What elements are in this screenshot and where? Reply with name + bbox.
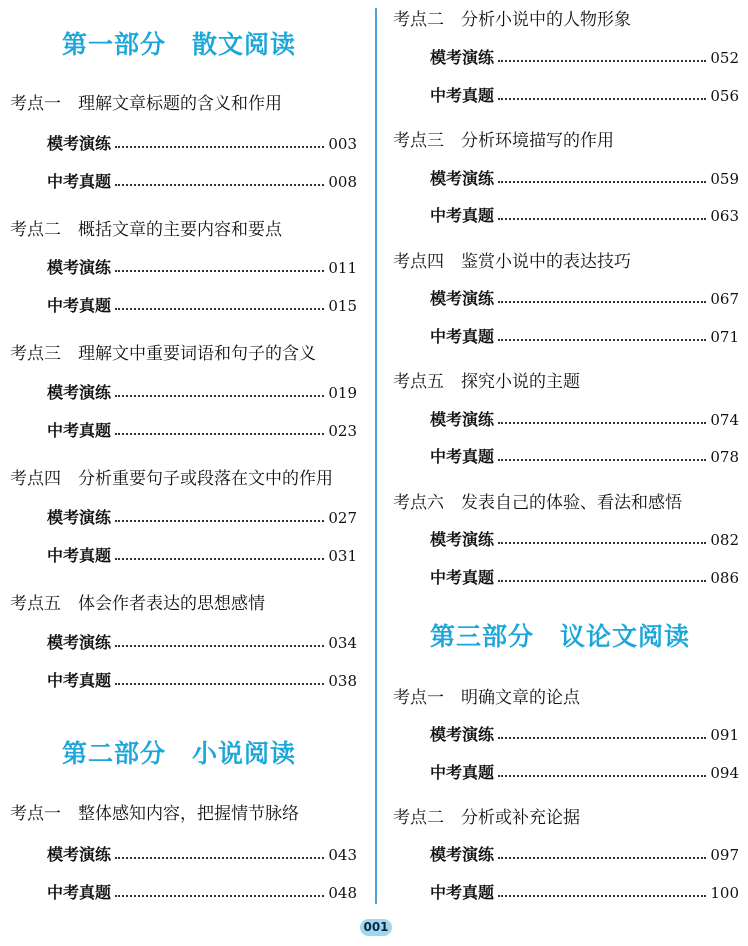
part-title: 第二部分 小说阅读 bbox=[62, 739, 297, 768]
dot-leader bbox=[115, 146, 324, 148]
dot-leader bbox=[115, 270, 324, 272]
dot-leader bbox=[498, 181, 706, 183]
entry-label: 中考真题 bbox=[47, 883, 112, 902]
toc-entry[interactable] bbox=[430, 87, 739, 105]
section-heading: 考点一 整体感知内容，把握情节脉络 bbox=[10, 804, 299, 824]
section-heading: 考点一 理解文章标题的含义和作用 bbox=[10, 94, 282, 114]
entry-label: 中考真题 bbox=[430, 447, 495, 466]
dot-leader bbox=[498, 98, 706, 100]
page-number: 008 bbox=[328, 172, 357, 191]
page-number: 038 bbox=[328, 671, 357, 690]
page-number: 015 bbox=[328, 296, 357, 315]
dot-leader bbox=[498, 301, 706, 303]
page-number: 082 bbox=[710, 530, 739, 549]
entry-label: 中考真题 bbox=[430, 327, 495, 346]
entry-label: 中考真题 bbox=[47, 671, 112, 690]
dot-leader bbox=[498, 422, 706, 424]
entry-label: 中考真题 bbox=[47, 172, 112, 191]
toc-entry[interactable] bbox=[430, 170, 739, 188]
toc-entry[interactable] bbox=[47, 135, 357, 153]
toc-entry[interactable] bbox=[430, 884, 739, 902]
toc-entry[interactable] bbox=[430, 764, 739, 782]
dot-leader bbox=[115, 308, 324, 310]
page-number: 031 bbox=[328, 546, 357, 565]
toc-entry[interactable] bbox=[47, 259, 357, 277]
toc-entry[interactable] bbox=[47, 846, 357, 864]
toc-entry[interactable] bbox=[47, 384, 357, 402]
entry-label: 模考演练 bbox=[47, 633, 112, 652]
entry-label: 中考真题 bbox=[430, 763, 495, 782]
page-number: 056 bbox=[710, 86, 739, 105]
entry-label: 模考演练 bbox=[47, 134, 112, 153]
dot-leader bbox=[498, 339, 706, 341]
entry-label: 中考真题 bbox=[47, 546, 112, 565]
toc-entry[interactable] bbox=[430, 49, 739, 67]
page-number: 059 bbox=[710, 169, 739, 188]
dot-leader bbox=[498, 60, 706, 62]
part-title: 第三部分 议论文阅读 bbox=[430, 622, 691, 651]
entry-label: 模考演练 bbox=[430, 530, 495, 549]
part-title: 第一部分 散文阅读 bbox=[62, 30, 297, 59]
page-number: 043 bbox=[328, 845, 357, 864]
page-number: 011 bbox=[328, 258, 357, 277]
toc-entry[interactable] bbox=[430, 448, 739, 466]
toc-entry[interactable] bbox=[47, 672, 357, 690]
page-number: 023 bbox=[328, 421, 357, 440]
page-number: 071 bbox=[710, 327, 739, 346]
dot-leader bbox=[115, 520, 324, 522]
page-number: 094 bbox=[710, 763, 739, 782]
section-heading: 考点二 分析小说中的人物形象 bbox=[393, 10, 631, 30]
entry-label: 模考演练 bbox=[47, 845, 112, 864]
page-number: 019 bbox=[328, 383, 357, 402]
entry-label: 模考演练 bbox=[430, 410, 495, 429]
toc-entry[interactable] bbox=[430, 207, 739, 225]
dot-leader bbox=[115, 433, 324, 435]
section-heading: 考点一 明确文章的论点 bbox=[393, 688, 580, 708]
entry-label: 模考演练 bbox=[47, 258, 112, 277]
page-number: 097 bbox=[710, 845, 739, 864]
toc-entry[interactable] bbox=[47, 547, 357, 565]
toc-entry[interactable] bbox=[47, 884, 357, 902]
toc-entry[interactable] bbox=[47, 173, 357, 191]
dot-leader bbox=[115, 895, 324, 897]
page-number: 074 bbox=[710, 410, 739, 429]
page-number: 052 bbox=[710, 48, 739, 67]
toc-entry[interactable] bbox=[430, 531, 739, 549]
dot-leader bbox=[115, 645, 324, 647]
entry-label: 模考演练 bbox=[430, 169, 495, 188]
dot-leader bbox=[115, 395, 324, 397]
entry-label: 中考真题 bbox=[430, 568, 495, 587]
entry-label: 中考真题 bbox=[430, 86, 495, 105]
section-heading: 考点三 分析环境描写的作用 bbox=[393, 131, 614, 151]
entry-label: 模考演练 bbox=[47, 383, 112, 402]
dot-leader bbox=[498, 857, 706, 859]
dot-leader bbox=[498, 737, 706, 739]
dot-leader bbox=[498, 775, 706, 777]
toc-entry[interactable] bbox=[430, 569, 739, 587]
section-heading: 考点四 鉴赏小说中的表达技巧 bbox=[393, 252, 631, 272]
toc-entry[interactable] bbox=[47, 297, 357, 315]
page-number-badge: 001 bbox=[360, 919, 392, 936]
entry-label: 模考演练 bbox=[47, 508, 112, 527]
dot-leader bbox=[115, 558, 324, 560]
entry-label: 中考真题 bbox=[47, 296, 112, 315]
toc-entry[interactable] bbox=[430, 411, 739, 429]
dot-leader bbox=[498, 459, 706, 461]
dot-leader bbox=[498, 895, 706, 897]
entry-label: 模考演练 bbox=[430, 289, 495, 308]
dot-leader bbox=[498, 542, 706, 544]
section-heading: 考点三 理解文中重要词语和句子的含义 bbox=[10, 344, 316, 364]
dot-leader bbox=[498, 218, 706, 220]
page-number: 086 bbox=[710, 568, 739, 587]
section-heading: 考点四 分析重要句子或段落在文中的作用 bbox=[10, 469, 333, 489]
entry-label: 模考演练 bbox=[430, 725, 495, 744]
entry-label: 模考演练 bbox=[430, 48, 495, 67]
entry-label: 中考真题 bbox=[430, 206, 495, 225]
toc-entry[interactable] bbox=[47, 634, 357, 652]
section-heading: 考点二 概括文章的主要内容和要点 bbox=[10, 220, 282, 240]
page-number: 063 bbox=[710, 206, 739, 225]
page-number: 034 bbox=[328, 633, 357, 652]
section-heading: 考点五 体会作者表达的思想感情 bbox=[10, 594, 265, 614]
toc-entry[interactable] bbox=[430, 846, 739, 864]
section-heading: 考点五 探究小说的主题 bbox=[393, 372, 580, 392]
dot-leader bbox=[115, 857, 324, 859]
section-heading: 考点二 分析或补充论据 bbox=[393, 808, 580, 828]
toc-entry[interactable] bbox=[47, 422, 357, 440]
page-number: 048 bbox=[328, 883, 357, 902]
toc-entry[interactable] bbox=[47, 509, 357, 527]
dot-leader bbox=[115, 683, 324, 685]
dot-leader bbox=[115, 184, 324, 186]
toc-entry[interactable] bbox=[430, 726, 739, 744]
page-number: 078 bbox=[710, 447, 739, 466]
page-number: 067 bbox=[710, 289, 739, 308]
column-divider bbox=[375, 8, 377, 904]
page-number: 027 bbox=[328, 508, 357, 527]
page-number: 100 bbox=[710, 883, 739, 902]
entry-label: 模考演练 bbox=[430, 845, 495, 864]
dot-leader bbox=[498, 580, 706, 582]
section-heading: 考点六 发表自己的体验、看法和感悟 bbox=[393, 493, 682, 513]
entry-label: 中考真题 bbox=[47, 421, 112, 440]
entry-label: 中考真题 bbox=[430, 883, 495, 902]
toc-entry[interactable] bbox=[430, 290, 739, 308]
page-number: 003 bbox=[328, 134, 357, 153]
toc-entry[interactable] bbox=[430, 328, 739, 346]
page-number: 091 bbox=[710, 725, 739, 744]
